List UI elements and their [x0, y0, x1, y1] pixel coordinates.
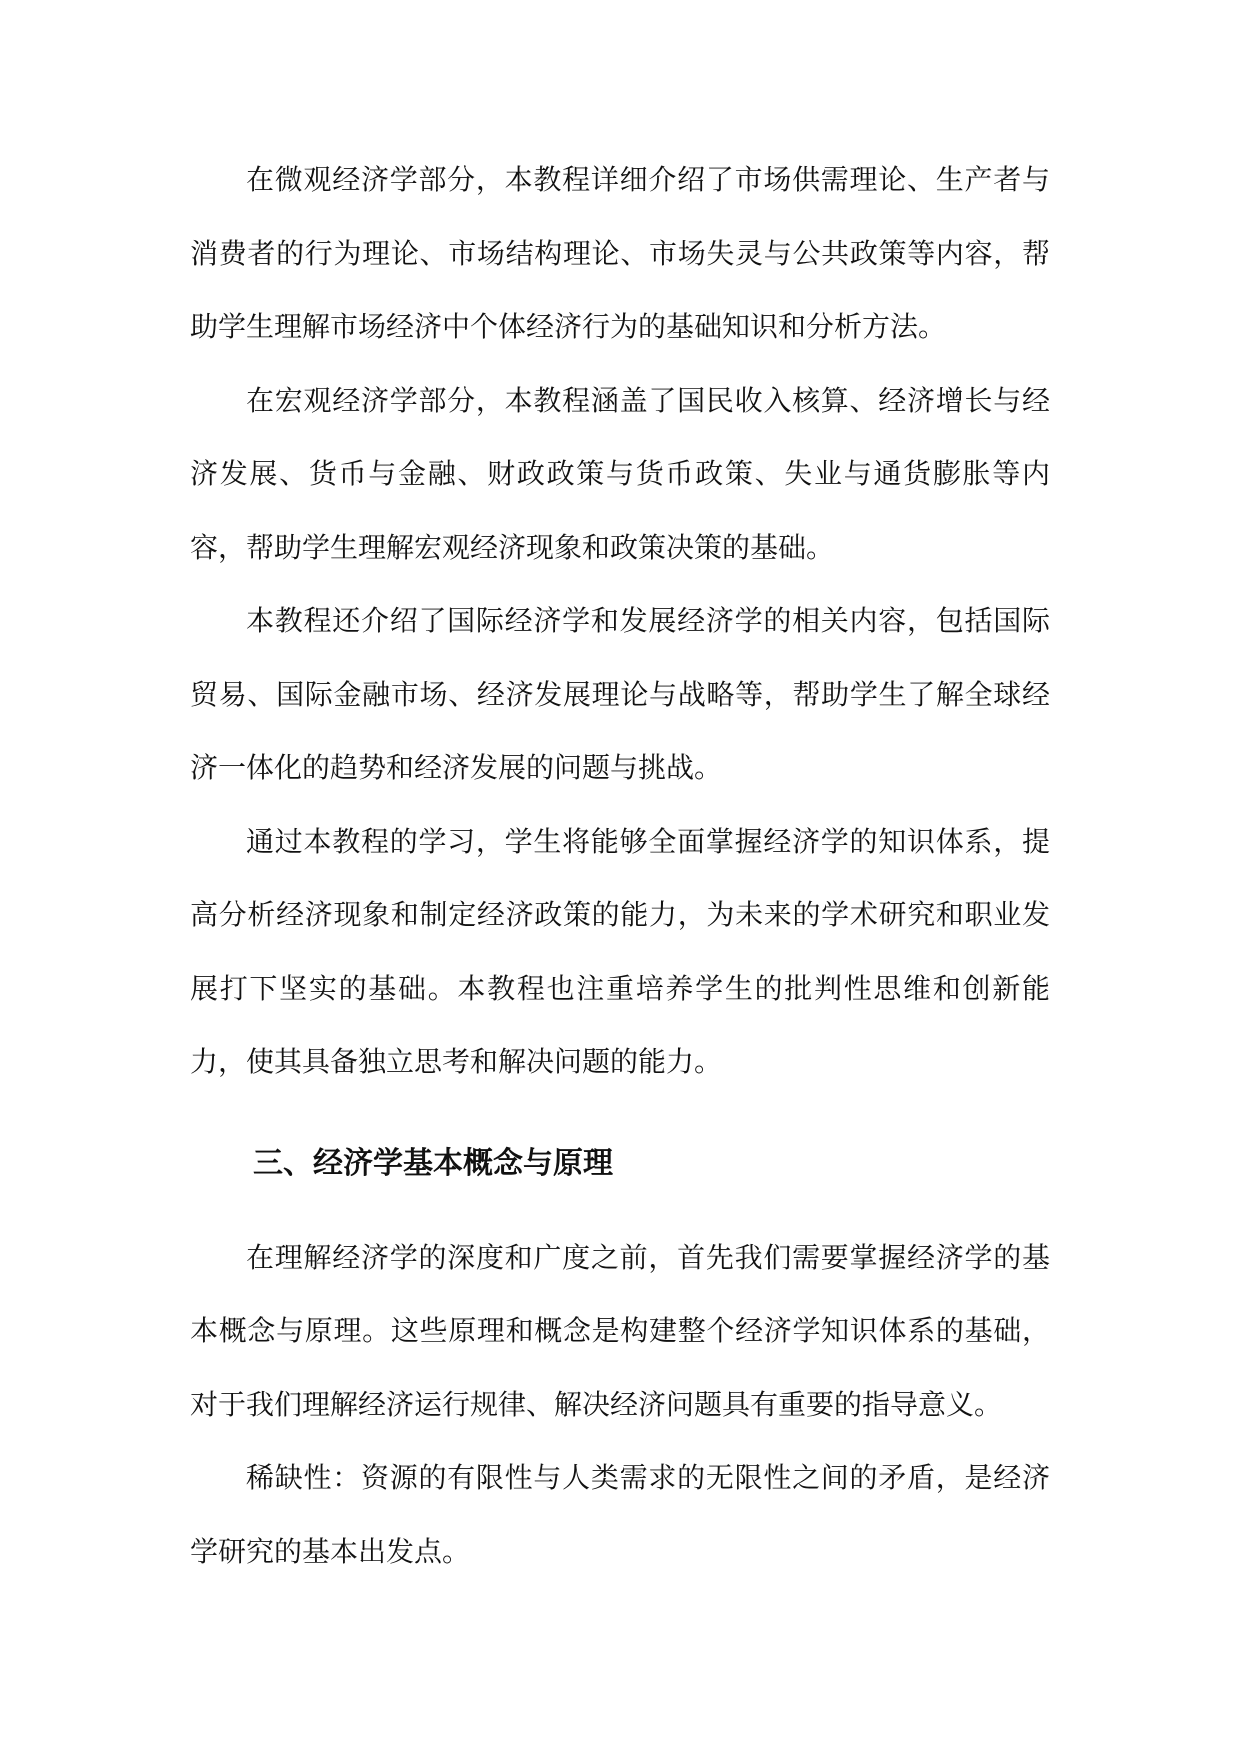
section-heading: 三、经济学基本概念与原理: [253, 1145, 613, 1181]
paragraph-microeconomics: 在微观经济学部分，本教程详细介绍了市场供需理论、生产者与消费者的行为理论、市场结构理论、市场失灵与公共政策等内容，帮助学生理解市场经济中个体经济行为的基础知识和分析方法。: [190, 163, 1050, 343]
paragraph-learning-outcomes: 通过本教程的学习，学生将能够全面掌握经济学的知识体系，提高分析经济现象和制定经济政策的能力，为未来的学术研究和职业发展打下坚实的基础。本教程也注重培养学生的批判性思维和创新能力，使其具备独立思考和解决问题的能力。: [190, 824, 1050, 1078]
paragraph-international-economics: 本教程还介绍了国际经济学和发展经济学的相关内容，包括国际贸易、国际金融市场、经济发展理论与战略等，帮助学生了解全球经济一体化的趋势和经济发展的问题与挑战。: [190, 604, 1050, 784]
paragraph-scarcity: 稀缺性：资源的有限性与人类需求的无限性之间的矛盾，是经济学研究的基本出发点。: [190, 1461, 1050, 1568]
paragraph-basic-concepts-intro: 在理解经济学的深度和广度之前，首先我们需要掌握经济学的基本概念与原理。这些原理和概念是构建整个经济学知识体系的基础，对于我们理解经济运行规律、解决经济问题具有重要的指导意义。: [190, 1240, 1050, 1421]
paragraph-macroeconomics: 在宏观经济学部分，本教程涵盖了国民收入核算、经济增长与经济发展、货币与金融、财政政策与货币政策、失业与通货膨胀等内容，帮助学生理解宏观经济现象和政策决策的基础。: [190, 383, 1050, 564]
page-content: [190, 143, 1050, 1588]
